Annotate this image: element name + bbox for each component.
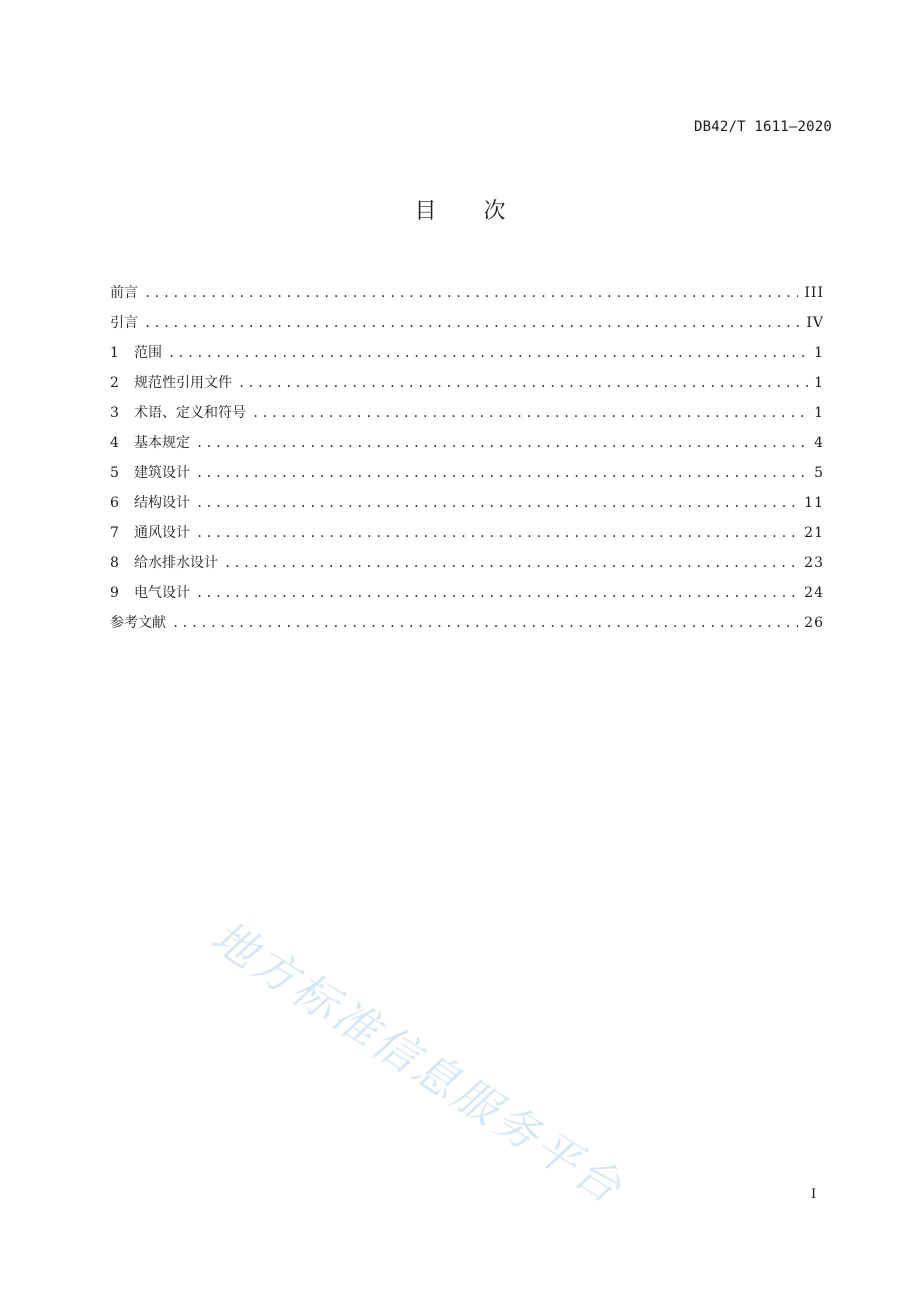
toc-entry-label: 给水排水设计 <box>134 555 218 571</box>
toc-entry-page: 1 <box>814 345 824 361</box>
toc-leader-dots <box>196 428 808 458</box>
toc-entry-structural-design[interactable] <box>110 488 824 518</box>
page-number: I <box>811 1187 817 1202</box>
toc-leader-dots <box>196 488 798 518</box>
toc-entry-scope[interactable] <box>110 338 824 368</box>
table-of-contents <box>110 278 824 638</box>
toc-entry-terms[interactable] <box>110 398 824 428</box>
toc-entry-page: IV <box>806 315 824 331</box>
toc-entry-page: 11 <box>804 495 824 511</box>
toc-entry-water-design[interactable] <box>110 548 824 578</box>
toc-leader-dots <box>196 458 808 488</box>
toc-entry-page: 21 <box>804 525 824 541</box>
toc-entry-label: 规范性引用文件 <box>134 375 232 391</box>
toc-leader-dots <box>168 338 808 368</box>
toc-entry-page: 1 <box>814 405 824 421</box>
toc-entry-label: 通风设计 <box>134 525 190 541</box>
toc-entry-basic-provisions[interactable] <box>110 428 824 458</box>
toc-entry-page: 5 <box>814 465 824 481</box>
toc-entry-ventilation-design[interactable] <box>110 518 824 548</box>
standard-code: DB42/T 1611—2020 <box>693 119 832 135</box>
toc-entry-page: 4 <box>814 435 824 451</box>
toc-entry-page: III <box>804 285 824 301</box>
toc-entry-label: 电气设计 <box>134 585 190 601</box>
watermark: 地方标准信息服务平台 <box>202 911 633 1216</box>
toc-entry-number: 5 <box>110 465 119 481</box>
toc-leader-dots <box>144 278 798 308</box>
toc-leader-dots <box>144 308 800 338</box>
toc-entry-number: 7 <box>110 525 119 541</box>
toc-entry-page: 26 <box>804 615 824 631</box>
toc-entry-page: 24 <box>804 585 824 601</box>
toc-entry-page: 1 <box>814 375 824 391</box>
toc-entry-label: 基本规定 <box>134 435 190 451</box>
toc-entry-number: 6 <box>110 495 119 511</box>
toc-entry-label: 引言 <box>110 315 138 331</box>
toc-leader-dots <box>224 548 798 578</box>
toc-leader-dots <box>238 368 808 398</box>
toc-entry-number: 3 <box>110 405 119 421</box>
toc-entry-number: 1 <box>110 345 119 361</box>
toc-entry-foreword[interactable] <box>110 278 824 308</box>
toc-entry-normative-references[interactable] <box>110 368 824 398</box>
toc-leader-dots <box>172 608 798 638</box>
toc-entry-label: 建筑设计 <box>134 465 190 481</box>
toc-entry-page: 23 <box>804 555 824 571</box>
toc-entry-label: 术语、定义和符号 <box>134 405 246 421</box>
toc-leader-dots <box>252 398 808 428</box>
toc-entry-label: 参考文献 <box>110 615 166 631</box>
toc-entry-bibliography[interactable] <box>110 608 824 638</box>
toc-entry-label: 前言 <box>110 285 138 301</box>
toc-entry-number: 9 <box>110 585 119 601</box>
toc-entry-introduction[interactable] <box>110 308 824 338</box>
toc-entry-number: 8 <box>110 555 119 571</box>
toc-leader-dots <box>196 518 798 548</box>
toc-leader-dots <box>196 578 798 608</box>
toc-entry-number: 2 <box>110 375 119 391</box>
toc-entry-number: 4 <box>110 435 119 451</box>
toc-entry-label: 结构设计 <box>134 495 190 511</box>
toc-entry-electrical-design[interactable] <box>110 578 824 608</box>
toc-entry-label: 范围 <box>134 345 162 361</box>
toc-entry-architectural-design[interactable] <box>110 458 824 488</box>
page-title: 目 次 <box>414 199 526 224</box>
